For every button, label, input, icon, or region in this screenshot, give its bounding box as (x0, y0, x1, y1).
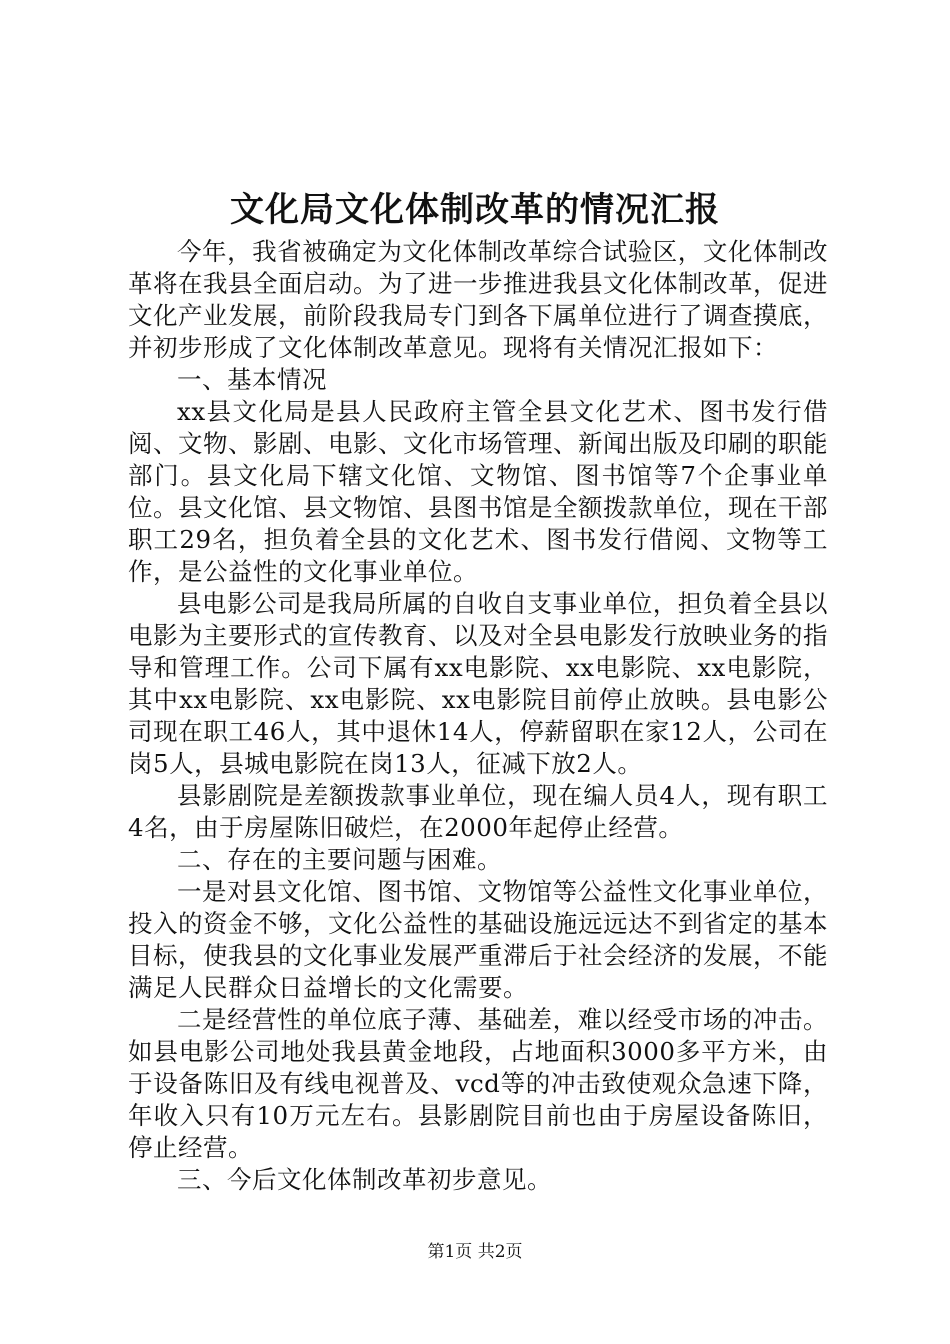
paragraph-theater: 县影剧院是差额拨款事业单位，现在编人员4人，现有职工4名，由于房屋陈旧破烂，在2000年起停止经营。 (128, 781, 828, 842)
section-heading-reform-opinions: 三、今后文化体制改革初步意见。 (177, 1165, 552, 1194)
document-body (128, 236, 828, 1196)
page-footer (0, 1240, 950, 1264)
paragraph-culture-bureau: xx县文化局是县人民政府主管全县文化艺术、图书发行借阅、文物、影剧、电影、文化市场管理、新闻出版及印刷的职能部门。县文化局下辖文化馆、文物馆、图书馆等7个企事业单位。县文化馆、县文物馆、县图书馆是全额拨款单位，现在干部职工29名，担负着全县的文化艺术、图书发行借阅、文物等工作，是公益性的文化事业单位。 (128, 397, 828, 586)
section-heading-problems: 二、存在的主要问题与困难。 (177, 845, 502, 874)
document-title: 文化局文化体制改革的情况汇报 (230, 190, 720, 230)
paragraph-intro: 今年，我省被确定为文化体制改革综合试验区，文化体制改革将在我县全面启动。为了进一步推进我县文化体制改革，促进文化产业发展，前阶段我局专门到各下属单位进行了调查摸底，并初步形成了文化体制改革意见。现将有关情况汇报如下： (128, 237, 828, 362)
section-heading-basic-situation: 一、基本情况 (177, 365, 327, 394)
page-number: 第1页 (427, 1242, 473, 1262)
paragraph-problem-two: 二是经营性的单位底子薄、基础差，难以经受市场的冲击。如县电影公司地处我县黄金地段，占地面积3000多平方米，由于设备陈旧及有线电视普及、vcd等的冲击致使观众急速下降，年收入只有10万元左右。县影剧院目前也由于房屋设备陈旧，停止经营。 (128, 1005, 828, 1162)
paragraph-problem-one: 一是对县文化馆、图书馆、文物馆等公益性文化事业单位，投入的资金不够，文化公益性的基础设施远远达不到省定的基本目标，使我县的文化事业发展严重滞后于社会经济的发展，不能满足人民群众日益增长的文化需要。 (128, 877, 828, 1002)
page-total: 共2页 (477, 1242, 523, 1262)
paragraph-film-company: 县电影公司是我局所属的自收自支事业单位，担负着全县以电影为主要形式的宣传教育、以及对全县电影发行放映业务的指导和管理工作。公司下属有xx电影院、xx电影院、xx电影院，其中xx电影院、xx电影院、xx电影院目前停止放映。县电影公司现在职工46人，其中退休14人，停薪留职在家12人，公司在岗5人，县城电影院在岗13人，征减下放2人。 (128, 589, 828, 778)
